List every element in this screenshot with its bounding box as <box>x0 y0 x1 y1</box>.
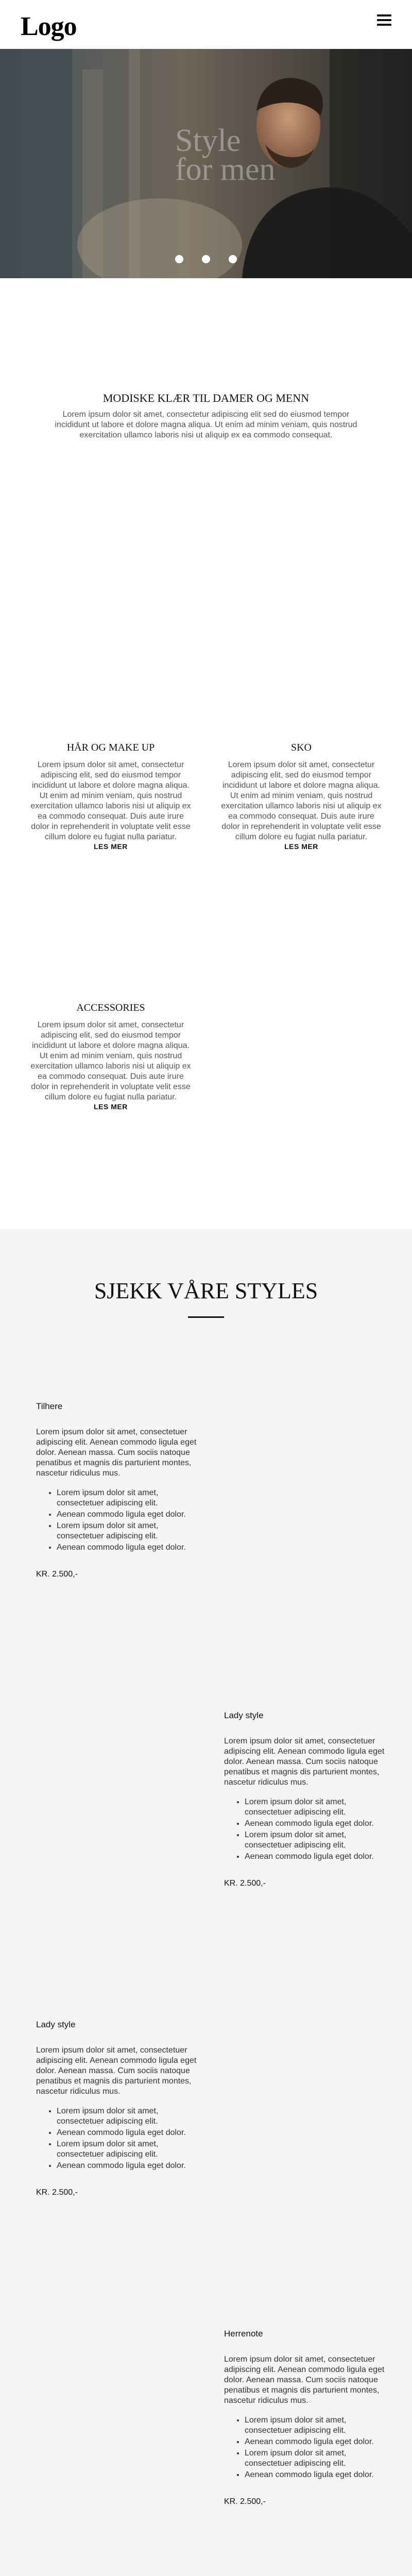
style-feature: • Aenean commodo ligula eget dolor. <box>245 1852 394 1862</box>
slider-dot-3[interactable] <box>229 255 237 263</box>
style-feature: • Aenean commodo ligula eget dolor. <box>57 1510 206 1520</box>
style-feature: • Lorem ipsum dolor sit amet, consectetuer adipiscing elit. <box>57 2106 206 2127</box>
style-name: Herrenote <box>224 2329 263 2338</box>
style-features <box>245 2415 394 2480</box>
service-title-shoes: SKO <box>290 742 312 753</box>
style-card-4 <box>224 2329 394 2507</box>
style-features <box>245 1797 394 1862</box>
style-feature: • Lorem ipsum dolor sit amet, consectetuer adipiscing elit. <box>245 1797 394 1818</box>
service-text-shoes: Lorem ipsum dolor sit amet, consectetur adipiscing elit, sed do eiusmod tempor incididunt ut labore et dolore magna aliqua. Ut enim ad minim veniam, quis nostrud exercitation ullamco laboris nisi ut aliquip ex ea commodo consequat. Duis aute irure dolor in reprehenderit in voluptate velit esse cillum dolore eu fugiat nulla pariatur. <box>221 760 382 841</box>
style-price: KR. 2.500,- <box>36 2188 78 2197</box>
intro-title: MODISKE KLÆR TIL DAMER OG MENN <box>102 392 310 404</box>
style-feature: • Aenean commodo ligula eget dolor. <box>245 2437 394 2447</box>
style-feature: • Lorem ipsum dolor sit amet, consectetuer adipiscing elit. <box>245 2448 394 2469</box>
style-feature: • Lorem ipsum dolor sit amet, consectetuer adipiscing elit. <box>245 1830 394 1851</box>
style-description: Lorem ipsum dolor sit amet, consectetuer adipiscing elit. Aenean commodo ligula eget dolor. Aenean massa. Cum sociis natoque penatibus et magnis dis parturient montes, nascetur ridiculus mus. <box>224 1737 385 1787</box>
service-title-hair: HÅR OG MAKE UP <box>66 742 155 753</box>
hero-heading-line2: for men <box>175 152 276 187</box>
styles-title: SJEKK VÅRE STYLES <box>94 1278 318 1303</box>
style-feature: • Aenean commodo ligula eget dolor. <box>57 2161 206 2171</box>
style-price: KR. 2.500,- <box>36 1570 78 1579</box>
slider-dot-1[interactable] <box>175 255 183 263</box>
style-feature: • Lorem ipsum dolor sit amet, consectetuer adipiscing elit. <box>57 1488 206 1509</box>
service-text-accessories: Lorem ipsum dolor sit amet, consectetur adipiscing elit, sed do eiusmod tempor incididunt ut labore et dolore magna aliqua. Ut enim ad minim veniam, quis nostrud exercitation ullamco laboris nisi ut aliquip ex ea commodo consequat. Duis aute irure dolor in reprehenderit in voluptate velit esse cillum dolore eu fugiat nulla pariatur. <box>30 1021 191 1101</box>
style-feature: • Aenean commodo ligula eget dolor. <box>57 2128 206 2138</box>
hamburger-menu-icon[interactable] <box>377 14 391 26</box>
site-header <box>0 0 412 49</box>
style-card-3 <box>36 2020 206 2198</box>
read-more-hair[interactable]: LES MER <box>94 842 128 851</box>
hero-heading <box>175 123 276 187</box>
service-title-accessories: ACCESSORIES <box>76 1002 145 1013</box>
style-price: KR. 2.500,- <box>224 1879 266 1888</box>
style-name: Lady style <box>224 1710 264 1720</box>
style-price: KR. 2.500,- <box>224 2497 266 2506</box>
logo[interactable]: Logo <box>21 12 77 41</box>
style-features <box>57 1488 206 1553</box>
style-description: Lorem ipsum dolor sit amet, consectetuer adipiscing elit. Aenean commodo ligula eget dolor. Aenean massa. Cum sociis natoque penatibus et magnis dis parturient montes, nascetur ridiculus mus. <box>36 2046 197 2096</box>
hero-slider <box>0 49 412 278</box>
styles-title-underline <box>188 1316 224 1318</box>
style-feature: • Aenean commodo ligula eget dolor. <box>57 1543 206 1553</box>
read-more-shoes[interactable]: LES MER <box>284 842 318 851</box>
style-feature: • Lorem ipsum dolor sit amet, consectetuer adipiscing elit. <box>57 1521 206 1541</box>
style-card-1 <box>36 1401 206 1580</box>
style-feature: • Aenean commodo ligula eget dolor. <box>245 1819 394 1829</box>
slider-dots <box>0 255 412 266</box>
style-name: Lady style <box>36 2020 76 2029</box>
style-feature: • Lorem ipsum dolor sit amet, consectetuer adipiscing elit. <box>245 2415 394 2436</box>
style-card-2 <box>224 1710 394 1889</box>
service-text-hair: Lorem ipsum dolor sit amet, consectetur adipiscing elit, sed do eiusmod tempor incididunt ut labore et dolore magna aliqua. Ut enim ad minim veniam, quis nostrud exercitation ullamco laboris nisi ut aliquip ex ea commodo consequat. Duis aute irure dolor in reprehenderit in voluptate velit esse cillum dolore eu fugiat nulla pariatur. <box>30 760 191 841</box>
read-more-accessories[interactable]: LES MER <box>94 1103 128 1111</box>
style-description: Lorem ipsum dolor sit amet, consectetuer adipiscing elit. Aenean commodo ligula eget dolor. Aenean massa. Cum sociis natoque penatibus et magnis dis parturient montes, nascetur ridiculus mus. <box>224 2355 385 2405</box>
style-description: Lorem ipsum dolor sit amet, consectetuer adipiscing elit. Aenean commodo ligula eget dolor. Aenean massa. Cum sociis natoque penatibus et magnis dis parturient montes, nascetur ridiculus mus. <box>36 1428 197 1478</box>
hero-heading-line1: Style <box>175 123 241 158</box>
style-feature: • Lorem ipsum dolor sit amet, consectetuer adipiscing elit. <box>57 2139 206 2160</box>
style-name: Tilhere <box>36 1401 63 1411</box>
intro-text: Lorem ipsum dolor sit amet, consectetur adipiscing elit sed do eiusmod tempor incididunt ut labore et dolore magna aliqua. Ut enim ad minim veniam, quis nostrud exercitation ullamco laboris nisi ut aliquip ex ea commodo consequat. <box>55 410 357 439</box>
style-features <box>57 2106 206 2171</box>
style-feature: • Aenean commodo ligula eget dolor. <box>245 2470 394 2480</box>
slider-dot-2[interactable] <box>202 255 210 263</box>
